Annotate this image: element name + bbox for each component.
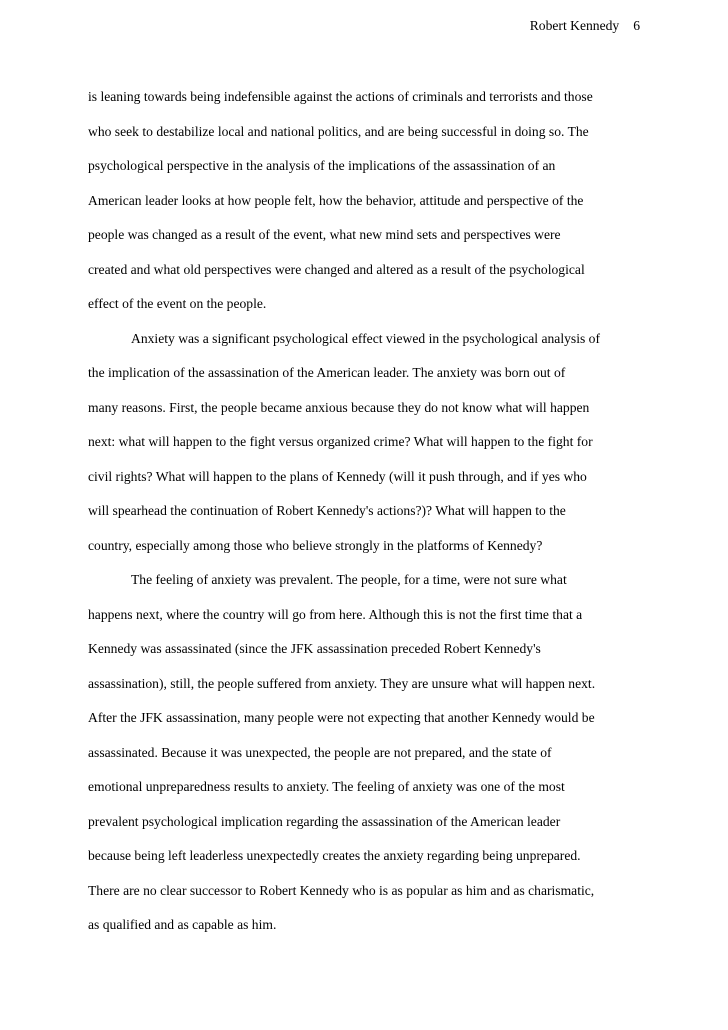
header-author: Robert Kennedy	[529, 18, 620, 33]
text-line: as qualified and as capable as him.	[88, 917, 277, 932]
text-line: country, especially among those who believe strongly in the platforms of Kennedy?	[88, 537, 543, 553]
text-line: emotional unpreparedness results to anxiety. The feeling of anxiety was one of the most	[88, 779, 565, 794]
text-line: is leaning towards being indefensible against the actions of criminals and terrorists and those	[88, 89, 593, 104]
text-line: psychological perspective in the analysis of the implications of the assassination of an	[88, 158, 556, 173]
text-line: the implication of the assassination of the American leader. The anxiety was born out of	[88, 365, 566, 380]
text-line: created and what old perspectives were changed and altered as a result of the psychological	[88, 261, 585, 277]
text-line: will spearhead the continuation of Robert Kennedy's actions?)? What will happen to the	[88, 503, 566, 518]
text-line: next: what will happen to the fight versus organized crime? What will happen to the fight for	[88, 434, 593, 449]
text-line: prevalent psychological implication regarding the assassination of the American leader	[88, 813, 561, 829]
text-line: American leader looks at how people felt, how the behavior, attitude and perspective of the	[88, 192, 584, 208]
text-line: happens next, where the country will go from here. Although this is not the first time that a	[88, 606, 583, 622]
text-line: who seek to destabilize local and national politics, and are being successful in doing so. The	[88, 123, 589, 139]
running-header	[530, 17, 640, 35]
text-line: Kennedy was assassinated (since the JFK assassination preceded Robert Kennedy's	[88, 641, 541, 656]
text-line: many reasons. First, the people became anxious because they do not know what will happen	[88, 399, 590, 415]
text-line: assassinated. Because it was unexpected, the people are not prepared, and the state of	[88, 744, 552, 760]
paragraph-first-line: Anxiety was a significant psychological effect viewed in the psychological analysis of	[131, 330, 600, 346]
text-line: effect of the event on the people.	[88, 296, 267, 311]
text-line: civil rights? What will happen to the plans of Kennedy (will it push through, and if yes who	[88, 468, 587, 484]
text-line: people was changed as a result of the event, what new mind sets and perspectives were	[88, 227, 561, 242]
text-line: because being left leaderless unexpectedly creates the anxiety regarding being unprepared.	[88, 848, 581, 863]
text-line: After the JFK assassination, many people were not expecting that another Kennedy would be	[88, 710, 595, 725]
page-number: 6	[633, 18, 640, 33]
body-text	[88, 88, 640, 951]
text-line: assassination), still, the people suffered from anxiety. They are unsure what will happen next.	[88, 675, 596, 691]
text-line: There are no clear successor to Robert Kennedy who is as popular as him and as charismatic,	[88, 882, 595, 898]
paragraph-first-line: The feeling of anxiety was prevalent. The people, for a time, were not sure what	[131, 572, 567, 587]
